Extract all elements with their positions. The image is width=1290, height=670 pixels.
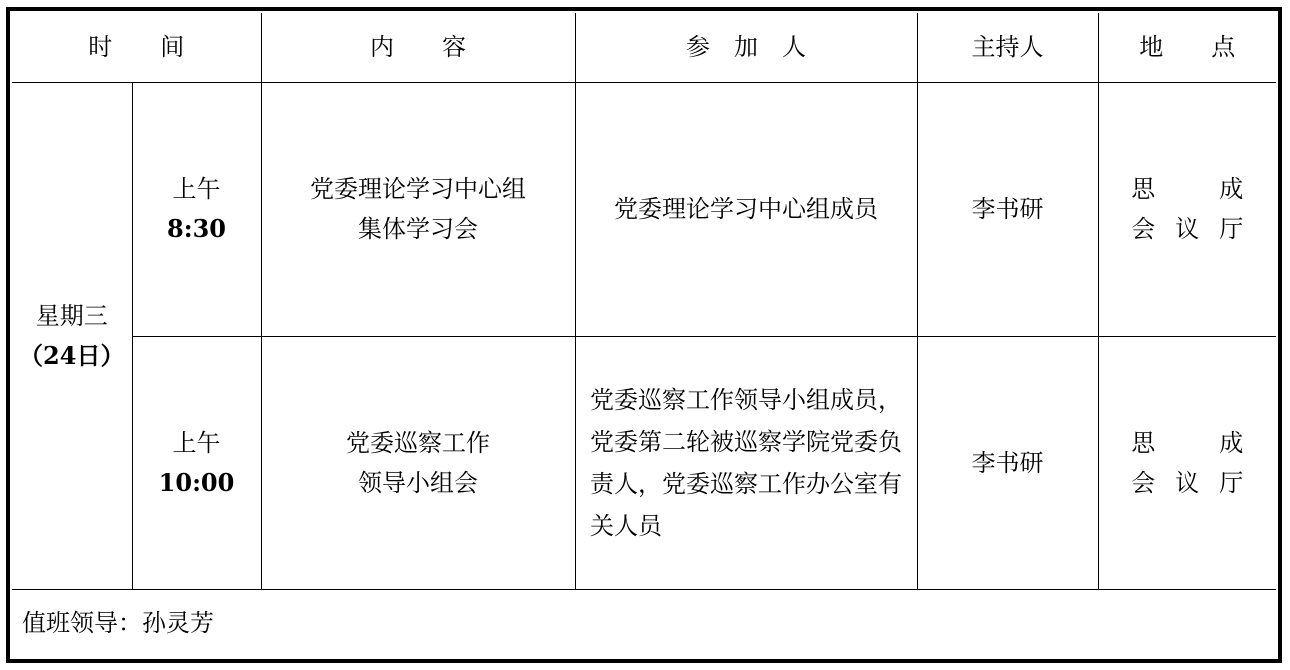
header-row bbox=[12, 13, 1276, 82]
host-cell: 李书研 bbox=[917, 82, 1098, 336]
location-cell bbox=[1098, 336, 1276, 589]
period: 上午 bbox=[172, 175, 221, 203]
location-char: 思 bbox=[1131, 175, 1156, 203]
start-time: 10:00 bbox=[158, 467, 235, 497]
location-char: 思 bbox=[1131, 428, 1156, 457]
header-content: 内 容 bbox=[261, 13, 575, 82]
participants-cell bbox=[575, 336, 917, 589]
header-time: 时 间 bbox=[12, 13, 261, 82]
content-line: 党委巡察工作 bbox=[346, 428, 490, 457]
content-cell bbox=[261, 82, 575, 336]
location-char: 成 bbox=[1219, 175, 1244, 203]
location-text bbox=[1131, 169, 1243, 249]
footer-row bbox=[12, 589, 1276, 657]
header-location: 地 点 bbox=[1098, 13, 1276, 82]
host-cell: 李书研 bbox=[917, 336, 1098, 589]
location-char: 厅 bbox=[1219, 215, 1244, 243]
date: （24日） bbox=[19, 340, 125, 370]
period: 上午 bbox=[172, 428, 221, 457]
start-time: 8:30 bbox=[167, 214, 226, 243]
header-participants: 参 加 人 bbox=[575, 13, 917, 82]
location-text bbox=[1131, 423, 1243, 503]
location-char: 议 bbox=[1175, 468, 1200, 497]
location-char: 成 bbox=[1219, 428, 1244, 457]
time-cell bbox=[132, 82, 261, 336]
header-host: 主持人 bbox=[917, 13, 1098, 82]
weekday: 星期三 bbox=[35, 301, 108, 330]
content-cell bbox=[261, 336, 575, 589]
content-line: 领导小组会 bbox=[358, 468, 478, 497]
duty-leader: 值班领导：孙灵芳 bbox=[12, 589, 1276, 657]
participants-text: 党委理论学习中心组成员 bbox=[614, 195, 878, 223]
location-cell bbox=[1098, 82, 1276, 336]
content-line: 党委理论学习中心组 bbox=[310, 175, 526, 203]
schedule-table bbox=[12, 13, 1276, 657]
participants-text: 党委巡察工作领导小组成员，党委第二轮被巡察学院党委负责人，党委巡察工作办公室有关人员 bbox=[590, 385, 902, 540]
table-row bbox=[12, 82, 1276, 336]
content-line: 集体学习会 bbox=[358, 215, 478, 243]
day-cell bbox=[12, 82, 132, 589]
table-row bbox=[12, 336, 1276, 589]
location-char: 厅 bbox=[1219, 468, 1244, 497]
location-char: 会 bbox=[1131, 215, 1156, 243]
location-char: 议 bbox=[1175, 215, 1200, 243]
participants-cell bbox=[575, 82, 917, 336]
location-char: 会 bbox=[1131, 468, 1156, 497]
time-cell bbox=[132, 336, 261, 589]
